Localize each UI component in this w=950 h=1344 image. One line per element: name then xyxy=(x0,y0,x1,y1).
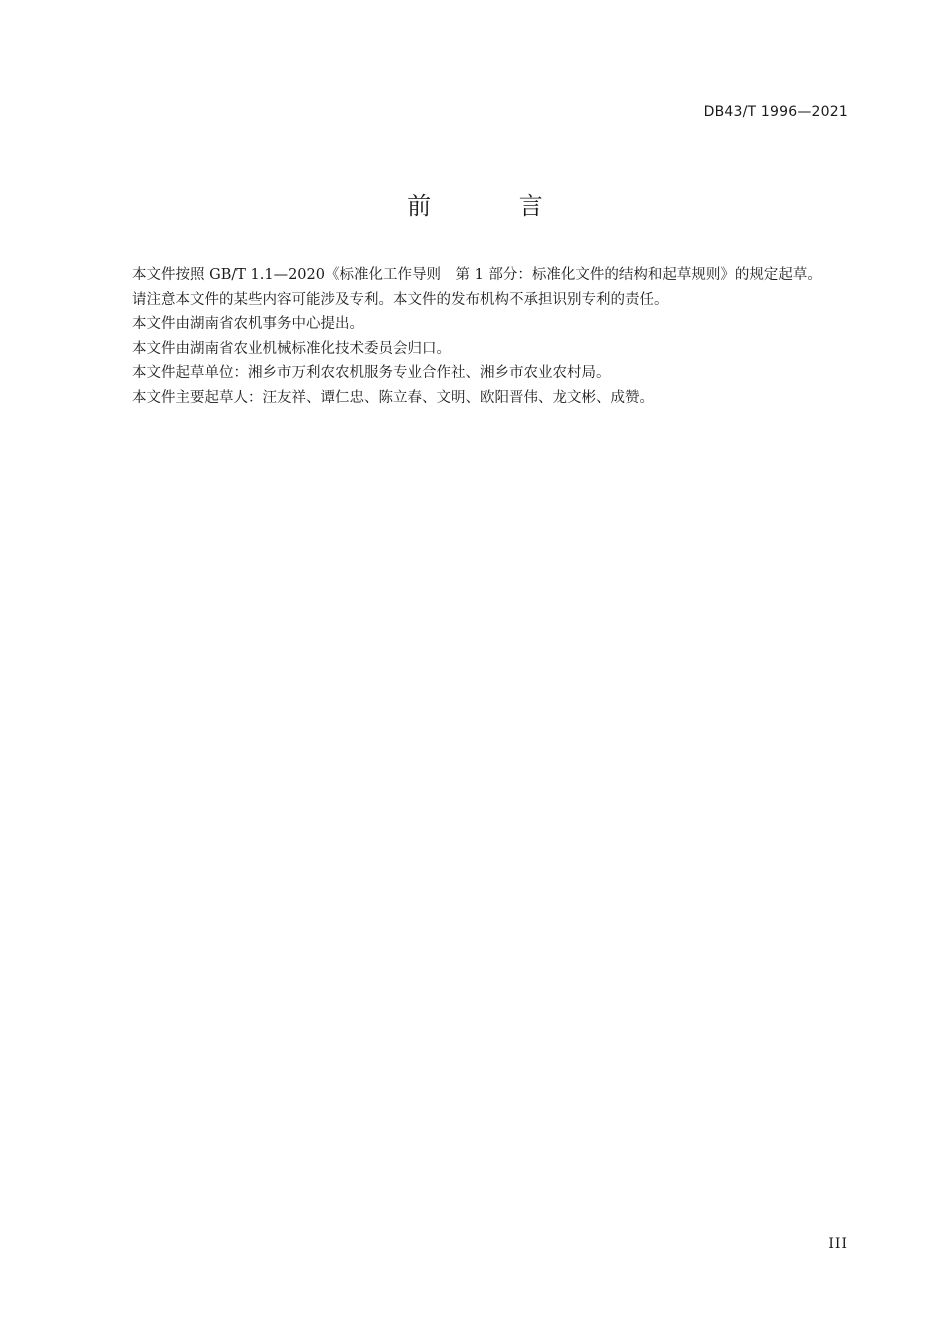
paragraph-responsible-committee: 本文件由湖南省农业机械标准化技术委员会归口。 xyxy=(132,340,451,357)
page-number: III xyxy=(828,1236,848,1252)
paragraph-patent-notice: 请注意本文件的某些内容可能涉及专利。本文件的发布机构不承担识别专利的责任。 xyxy=(132,291,669,308)
document-code: DB43/T 1996—2021 xyxy=(703,104,848,120)
paragraph-proposer: 本文件由湖南省农机事务中心提出。 xyxy=(132,316,364,332)
foreword-body xyxy=(103,263,849,410)
paragraph-drafting-rules: 本文件按照 GB/T 1.1—2020《标准化工作导则 第 1 部分：标准化文件的结构和起草规则》的规定起草。 xyxy=(132,267,822,283)
paragraph-drafters: 本文件主要起草人：汪友祥、谭仁忠、陈立春、文明、欧阳晋伟、龙文彬、成赞。 xyxy=(132,389,654,406)
page-title: 前 言 xyxy=(407,192,583,220)
paragraph-drafting-units: 本文件起草单位：湘乡市万利农农机服务专业合作社、湘乡市农业农村局。 xyxy=(132,365,611,381)
